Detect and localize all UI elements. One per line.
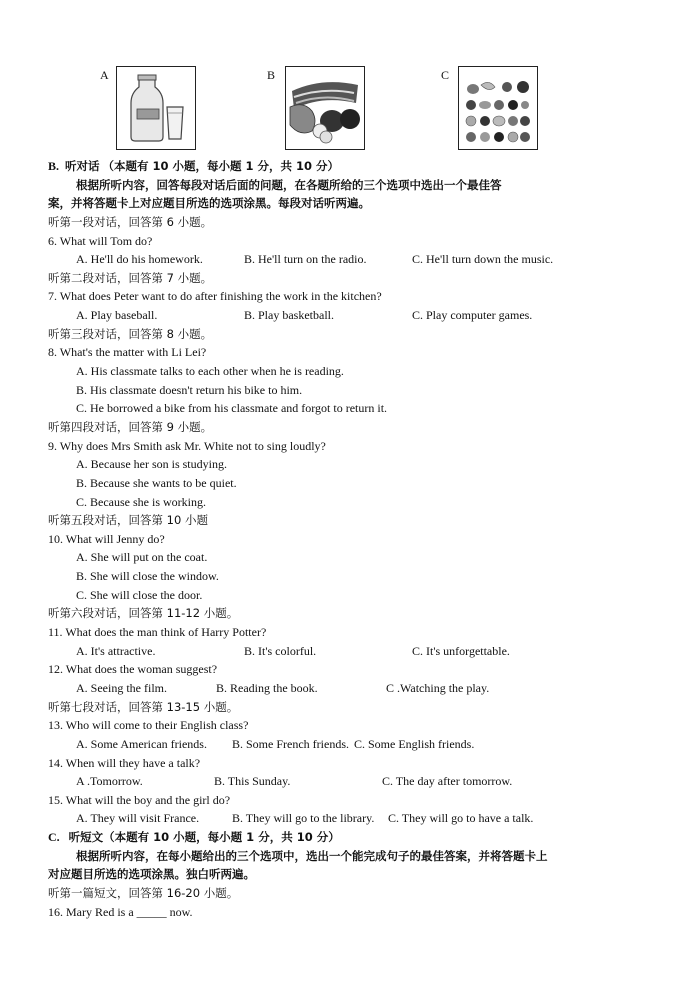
q9-option-a: A. Because her son is studying. (76, 457, 227, 472)
q10-option-a: A. She will put on the coat. (76, 550, 208, 565)
section-b-instruction-1: 根据所听内容，回答每段对话后面的问题，在各题所给的三个选项中选出一个最佳答 (76, 177, 502, 192)
food-pile-icon (286, 67, 364, 149)
q7-option-c: C. Play computer games. (412, 308, 533, 323)
q8-option-b: B. His classmate doesn't return his bike to him. (76, 382, 303, 397)
question-11-options (48, 642, 658, 661)
dialog-6-intro: 听第六段对话，回答第 11-12 小题。 (48, 606, 239, 621)
q15-option-a: A. They will visit France. (76, 811, 200, 826)
question-14: 14. When will they have a talk? (48, 755, 201, 770)
question-10: 10. What will Jenny do? (48, 531, 165, 546)
question-14-options (48, 772, 658, 791)
question-13-options (48, 735, 658, 754)
q6-option-b: B. He'll turn on the radio. (244, 252, 367, 267)
section-b-heading: B. 听对话 （本题有 10 小题，每小题 1 分，共 10 分） (48, 159, 340, 173)
question-16: 16. Mary Red is a _____ now. (48, 904, 193, 919)
question-7: 7. What does Peter want to do after finishing the work in the kitchen? (48, 289, 382, 304)
section-b-instruction-2: 案，并将答题卡上对应题目所选的选项涂黑。每段对话听两遍。 (48, 196, 370, 211)
question-6: 6. What will Tom do? (48, 233, 153, 248)
q12-option-a: A. Seeing the film. (76, 680, 167, 695)
q10-option-c: C. She will close the door. (76, 587, 203, 602)
q14-option-c: C. The day after tomorrow. (382, 774, 513, 789)
dialog-4-intro: 听第四段对话，回答第 9 小题。 (48, 419, 213, 434)
q11-option-b: B. It's colorful. (244, 643, 317, 658)
question-15-options (48, 809, 658, 828)
q13-option-b: B. Some French friends. (232, 736, 349, 751)
q7-option-a: A. Play baseball. (76, 308, 158, 323)
passage-1-intro: 听第一篇短文，回答第 16-20 小题。 (48, 885, 239, 900)
q11-option-a: A. It's attractive. (76, 643, 156, 658)
question-12-options (48, 679, 658, 698)
section-c-instruction-1: 根据所听内容，在每小题给出的三个选项中，选出一个能完成句子的最佳答案，并将答题卡上 (76, 848, 548, 863)
picture-options (0, 66, 696, 152)
dialog-7-intro: 听第七段对话，回答第 13-15 小题。 (48, 699, 239, 714)
question-7-options (48, 306, 658, 325)
q10-option-b: B. She will close the window. (76, 569, 219, 584)
picture-c (458, 66, 538, 150)
exam-content (48, 157, 658, 921)
q13-option-c: C. Some English friends. (354, 736, 475, 751)
question-15: 15. What will the boy and the girl do? (48, 792, 231, 807)
question-12: 12. What does the woman suggest? (48, 662, 218, 677)
dialog-1-intro: 听第一段对话，回答第 6 小题。 (48, 214, 213, 229)
question-8: 8. What's the matter with Li Lei? (48, 345, 207, 360)
fruits-grid-icon (459, 67, 537, 149)
q14-option-a: A .Tomorrow. (76, 774, 143, 789)
picture-b-label: B (267, 68, 276, 82)
section-c-instruction-2: 对应题目所选的选项涂黑。独白听两遍。 (48, 867, 255, 882)
q9-option-c: C. Because she is working. (76, 494, 206, 509)
picture-a (116, 66, 196, 150)
q6-option-a: A. He'll do his homework. (76, 252, 203, 267)
q12-option-b: B. Reading the book. (216, 680, 318, 695)
q15-option-c: C. They will go to have a talk. (388, 811, 534, 826)
dialog-2-intro: 听第二段对话，回答第 7 小题。 (48, 270, 213, 285)
q7-option-b: B. Play basketball. (244, 308, 334, 323)
dialog-5-intro: 听第五段对话，回答第 10 小题 (48, 513, 208, 528)
q12-option-c: C .Watching the play. (386, 680, 490, 695)
milk-bottle-and-glass-icon (117, 67, 195, 149)
q9-option-b: B. Because she wants to be quiet. (76, 475, 237, 490)
q8-option-a: A. His classmate talks to each other when he is reading. (76, 364, 344, 379)
question-6-options (48, 250, 658, 269)
picture-a-label: A (100, 68, 109, 82)
section-c-heading: C. 听短文（本题有 10 小题，每小题 1 分，共 10 分） (48, 830, 340, 845)
question-13: 13. Who will come to their English class? (48, 718, 249, 733)
q13-option-a: A. Some American friends. (76, 736, 207, 751)
q14-option-b: B. This Sunday. (214, 774, 291, 789)
q11-option-c: C. It's unforgettable. (412, 643, 510, 658)
picture-b (285, 66, 365, 150)
picture-c-label: C (441, 68, 450, 82)
dialog-3-intro: 听第三段对话，回答第 8 小题。 (48, 326, 213, 341)
question-11: 11. What does the man think of Harry Potter? (48, 625, 267, 640)
q8-option-c: C. He borrowed a bike from his classmate and forgot to return it. (76, 401, 388, 416)
q15-option-b: B. They will go to the library. (232, 811, 375, 826)
question-9: 9. Why does Mrs Smith ask Mr. White not to sing loudly? (48, 438, 326, 453)
q6-option-c: C. He'll turn down the music. (412, 252, 554, 267)
